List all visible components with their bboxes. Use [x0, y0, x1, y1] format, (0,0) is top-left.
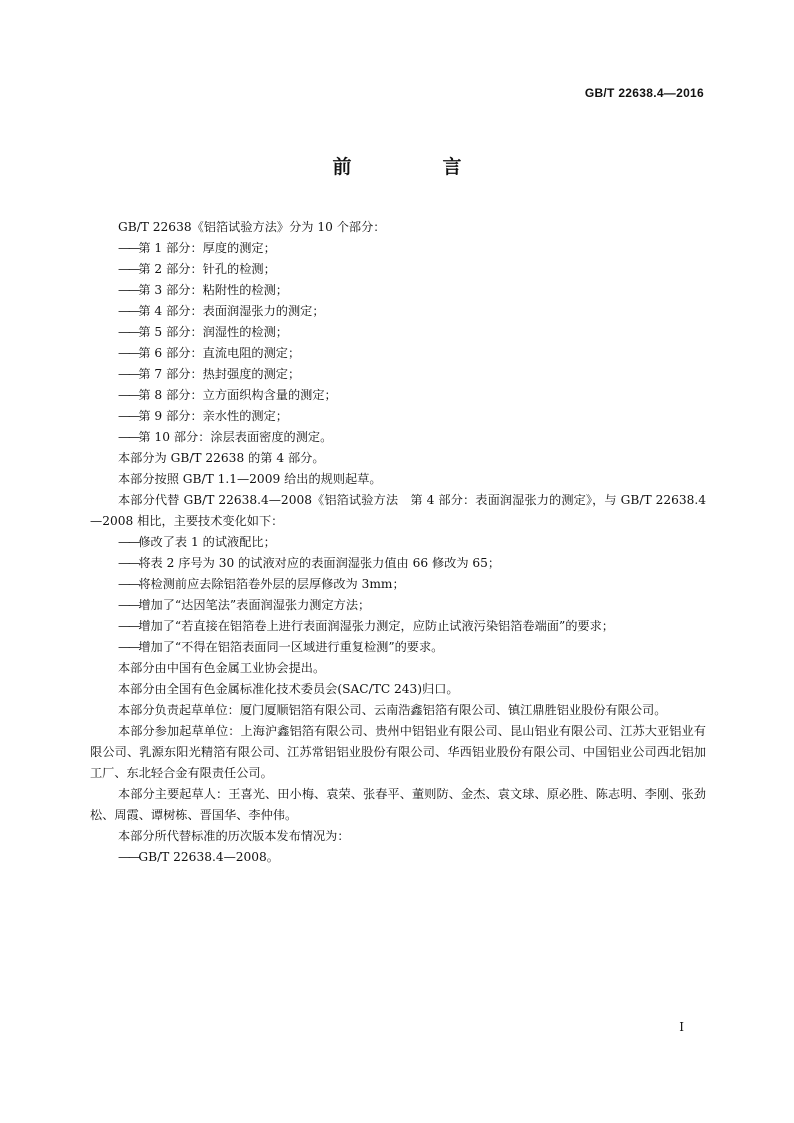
list-item [90, 616, 706, 637]
list-item-text: 修改了表 1 的试液配比； [138, 535, 276, 549]
list-item [90, 238, 706, 259]
page-title: 前 言 [332, 156, 498, 178]
managed-by: 本部分由全国有色金属标准化技术委员会(SAC/TC 243)归口。 [118, 682, 459, 696]
page-number: I [679, 1020, 684, 1034]
list-dash: —— [118, 367, 139, 381]
list-dash: —— [118, 640, 139, 654]
list-item-text: 第 4 部分：表面润湿张力的测定； [138, 304, 325, 318]
list-item-text: 第 3 部分：粘附性的检测； [138, 283, 288, 297]
list-dash: —— [118, 577, 139, 591]
list-item [90, 322, 706, 343]
list-item [90, 406, 706, 427]
list-item-text: 第 2 部分：针孔的检测； [138, 262, 276, 276]
list-item-text: 第 5 部分：润湿性的检测； [138, 325, 288, 339]
list-item-text: 将表 2 序号为 30 的试液对应的表面润湿张力值由 66 修改为 65； [138, 556, 501, 570]
list-dash: —— [118, 241, 139, 255]
intro-paragraph: GB/T 22638《铝箔试验方法》分为 10 个部分： [118, 220, 386, 234]
list-item [90, 847, 706, 868]
list-item-text: 增加了“不得在铝箔表面同一区域进行重复检测”的要求。 [138, 640, 444, 654]
list-item-text: 第 8 部分：立方面织构含量的测定； [138, 388, 337, 402]
list-dash: —— [118, 850, 139, 864]
list-dash: —— [118, 430, 139, 444]
list-item [90, 637, 706, 658]
part-statement: 本部分为 GB/T 22638 的第 4 部分。 [118, 451, 325, 465]
list-item-text: 第 10 部分：涂层表面密度的测定。 [138, 430, 333, 444]
replacement-paragraph: 本部分代替 GB/T 22638.4—2008《铝箔试验方法 第 4 部分：表面润湿张力的测定》，与 GB/T 22638.4—2008 相比，主要技术变化如下： [90, 493, 706, 528]
list-dash: —— [118, 304, 139, 318]
list-item [90, 427, 706, 448]
list-dash: —— [118, 325, 139, 339]
list-item [90, 301, 706, 322]
list-dash: —— [118, 262, 139, 276]
list-dash: —— [118, 283, 139, 297]
list-dash: —— [118, 388, 139, 402]
list-item [90, 364, 706, 385]
list-dash: —— [118, 535, 139, 549]
list-item [90, 532, 706, 553]
list-item [90, 595, 706, 616]
list-dash: —— [118, 409, 139, 423]
list-item-text: 第 9 部分：亲水性的测定； [138, 409, 288, 423]
foreword-body [90, 217, 706, 868]
list-item-text: GB/T 22638.4—2008。 [138, 850, 279, 864]
parts-list [90, 238, 706, 448]
participating-drafters: 本部分参加起草单位：上海沪鑫铝箔有限公司、贵州中铝铝业有限公司、昆山铝业有限公司、江苏大亚铝业有限公司、乳源东阳光精箔有限公司、江苏常铝铝业股份有限公司、华西铝业股份有限公司、中国铝业公司西北铝加工厂、东北轻合金有限责任公司。 [90, 724, 706, 780]
list-item [90, 343, 706, 364]
list-dash: —— [118, 346, 139, 360]
list-dash: —— [118, 598, 139, 612]
list-item [90, 280, 706, 301]
list-item-text: 增加了“若直接在铝箔卷上进行表面润湿张力测定，应防止试液污染铝箔卷端面”的要求； [138, 619, 614, 633]
list-item [90, 574, 706, 595]
list-item-text: 增加了“达因笔法”表面润湿张力测定方法； [138, 598, 371, 612]
responsible-drafters: 本部分负责起草单位：厦门厦顺铝箔有限公司、云南浩鑫铝箔有限公司、镇江鼎胜铝业股份有限公司。 [118, 703, 667, 717]
history-list [90, 847, 706, 868]
standard-number: GB/T 22638.4—2016 [584, 86, 704, 100]
changes-list [90, 532, 706, 658]
history-intro: 本部分所代替标准的历次版本发布情况为： [118, 829, 350, 843]
list-item [90, 259, 706, 280]
proposed-by: 本部分由中国有色金属工业协会提出。 [118, 661, 326, 675]
list-dash: —— [118, 619, 139, 633]
drafting-rules: 本部分按照 GB/T 1.1—2009 给出的规则起草。 [118, 472, 382, 486]
list-item-text: 第 7 部分：热封强度的测定； [138, 367, 301, 381]
list-item-text: 将检测前应去除铝箔卷外层的层厚修改为 3mm； [138, 577, 405, 591]
list-item-text: 第 6 部分：直流电阻的测定； [138, 346, 301, 360]
list-dash: —— [118, 556, 139, 570]
main-drafters: 本部分主要起草人：王喜光、田小梅、袁荣、张春平、董则防、金杰、袁文球、原必胜、陈志明、李刚、张劲松、周霞、谭树栋、晋国华、李仲伟。 [90, 787, 706, 822]
list-item [90, 553, 706, 574]
list-item-text: 第 1 部分：厚度的测定； [138, 241, 276, 255]
list-item [90, 385, 706, 406]
